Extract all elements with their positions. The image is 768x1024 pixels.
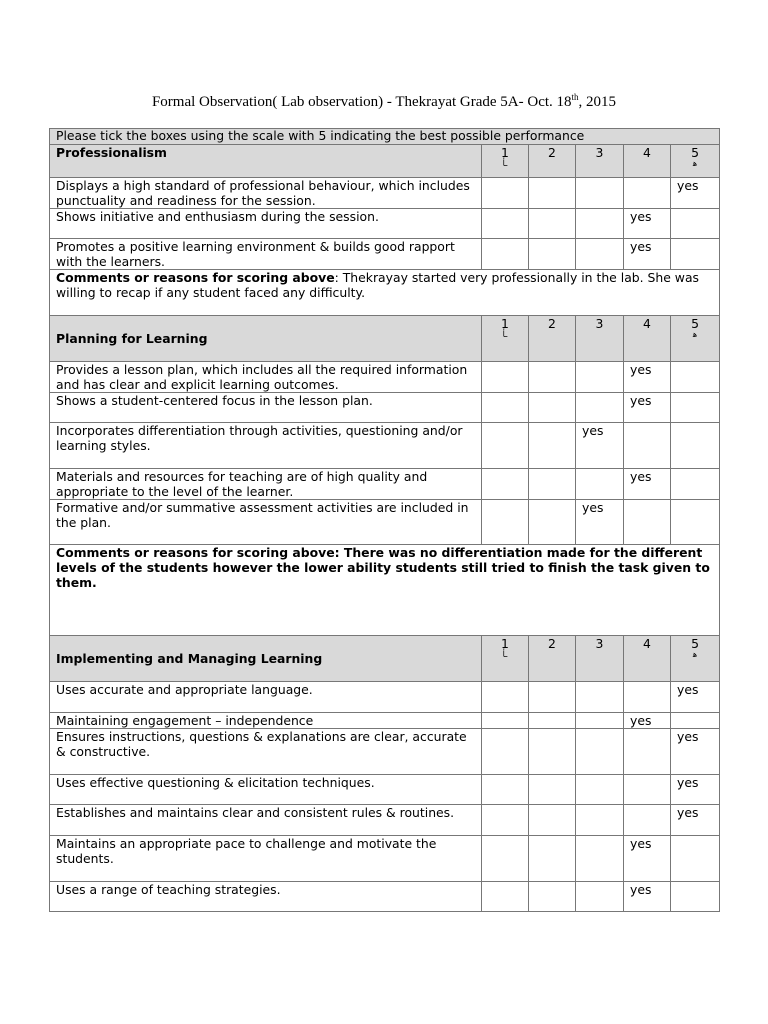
score-cell-4: [624, 729, 671, 775]
title-text: Formal Observation( Lab observation) - Thekrayat Grade 5A- Oct. 18: [151, 94, 572, 110]
score-cell-5: [671, 362, 720, 393]
scale-number: 5: [691, 636, 699, 651]
score-mark: yes: [582, 423, 604, 438]
score-cell-2: [529, 239, 576, 270]
score-mark: yes: [582, 500, 604, 515]
scale-header-3: [576, 316, 624, 362]
score-cell-1: [482, 775, 529, 805]
comment-row: [50, 270, 720, 316]
scale-number: 4: [643, 636, 651, 651]
score-mark: yes: [630, 393, 652, 408]
score-cell-1: [482, 500, 529, 545]
criterion-row: [50, 362, 720, 393]
score-mark: yes: [630, 713, 652, 728]
criterion-text: Ensures instructions, questions & explanations are clear, accurate & constructive.: [50, 729, 482, 775]
criterion-row: [50, 393, 720, 423]
score-cell-4: [624, 500, 671, 545]
scale-number: 2: [548, 316, 556, 331]
criterion-text: Maintains an appropriate pace to challenge and motivate the students.: [50, 836, 482, 882]
score-cell-2: [529, 469, 576, 500]
comment-row: [50, 545, 720, 636]
criterion-text: Uses effective questioning & elicitation techniques.: [50, 775, 482, 805]
score-mark: yes: [677, 805, 699, 820]
score-mark: yes: [630, 239, 652, 254]
scale-header-5: [671, 316, 720, 362]
criterion-text: Incorporates differentiation through activities, questioning and/or learning styles.: [50, 423, 482, 469]
scale-header-2: [529, 145, 576, 178]
criterion-text: Maintaining engagement – independence: [50, 713, 482, 729]
scale-number: 1: [501, 145, 509, 160]
score-cell-3: [576, 882, 624, 912]
score-mark: yes: [677, 775, 699, 790]
observation-table: [49, 128, 720, 912]
score-cell-4: [624, 178, 671, 209]
comment-text: : Thekrayay started very professionally in the lab. She was willing to recap if any student faced any difficulty.: [56, 270, 699, 300]
scale-header-1: [482, 636, 529, 682]
score-cell-1: [482, 836, 529, 882]
scale-number: 4: [643, 316, 651, 331]
score-cell-4: [624, 239, 671, 270]
criterion-row: [50, 500, 720, 545]
score-cell-1: [482, 682, 529, 713]
score-cell-3: [576, 239, 624, 270]
score-cell-2: [529, 209, 576, 239]
score-cell-5: [671, 729, 720, 775]
score-cell-3: [576, 836, 624, 882]
score-cell-1: [482, 209, 529, 239]
criterion-text: Establishes and maintains clear and consistent rules & routines.: [50, 805, 482, 836]
score-cell-4: [624, 775, 671, 805]
scale-header-4: [624, 316, 671, 362]
score-cell-4: [624, 393, 671, 423]
criterion-text: Uses accurate and appropriate language.: [50, 682, 482, 713]
scale-number: 3: [595, 316, 604, 331]
scale-number: 5: [691, 145, 699, 160]
score-cell-5: [671, 882, 720, 912]
scale-glyph: ـأ: [502, 159, 508, 168]
scale-header-3: [576, 145, 624, 178]
criterion-text: Displays a high standard of professional behaviour, which includes punctuality and readiness for the session.: [50, 178, 482, 209]
section-header-implementing: [50, 636, 720, 682]
score-cell-5: [671, 682, 720, 713]
score-cell-4: [624, 423, 671, 469]
scale-number: 3: [595, 145, 604, 160]
score-cell-2: [529, 805, 576, 836]
score-mark: yes: [630, 362, 652, 377]
score-cell-5: [671, 469, 720, 500]
score-cell-3: [576, 209, 624, 239]
criterion-row: [50, 775, 720, 805]
score-cell-4: [624, 682, 671, 713]
score-cell-3: [576, 682, 624, 713]
score-cell-2: [529, 423, 576, 469]
score-cell-3: [576, 469, 624, 500]
criterion-text: Uses a range of teaching strategies.: [50, 882, 482, 912]
criterion-row: [50, 805, 720, 836]
score-cell-4: [624, 882, 671, 912]
score-mark: yes: [630, 882, 652, 897]
criterion-row: [50, 836, 720, 882]
section-header-planning: [50, 316, 720, 362]
scale-number: 1: [501, 636, 509, 651]
scale-header-4: [624, 636, 671, 682]
score-cell-5: [671, 713, 720, 729]
criterion-row: [50, 469, 720, 500]
score-cell-1: [482, 362, 529, 393]
score-cell-2: [529, 362, 576, 393]
scale-glyph: ـأ: [502, 330, 508, 339]
score-cell-4: [624, 713, 671, 729]
section-heading: Implementing and Managing Learning: [50, 636, 482, 682]
criterion-row: [50, 682, 720, 713]
scale-header-5: [671, 145, 720, 178]
score-cell-1: [482, 729, 529, 775]
scale-header-5: [671, 636, 720, 682]
score-mark: yes: [677, 729, 699, 744]
comment-cell: [50, 270, 720, 316]
score-cell-3: [576, 393, 624, 423]
score-cell-5: [671, 805, 720, 836]
score-cell-4: [624, 362, 671, 393]
score-cell-5: [671, 775, 720, 805]
scale-number: 5: [691, 316, 699, 331]
scale-number: 2: [548, 145, 556, 160]
title-superscript: th: [571, 92, 579, 102]
score-cell-3: [576, 423, 624, 469]
score-cell-5: [671, 209, 720, 239]
comment-label: Comments or reasons for scoring above: [56, 270, 335, 285]
section-heading: Professionalism: [50, 145, 482, 178]
score-cell-1: [482, 713, 529, 729]
score-cell-2: [529, 882, 576, 912]
score-cell-3: [576, 729, 624, 775]
score-cell-2: [529, 178, 576, 209]
score-cell-4: [624, 469, 671, 500]
scale-header-1: [482, 145, 529, 178]
score-cell-2: [529, 836, 576, 882]
scale-number: 4: [643, 145, 651, 160]
score-cell-2: [529, 775, 576, 805]
score-cell-4: [624, 209, 671, 239]
score-cell-3: [576, 500, 624, 545]
section-header-professionalism: [50, 145, 720, 178]
score-cell-1: [482, 882, 529, 912]
criterion-row: [50, 209, 720, 239]
score-mark: yes: [677, 178, 699, 193]
criterion-text: Materials and resources for teaching are of high quality and appropriate to the level of the learner.: [50, 469, 482, 500]
score-cell-2: [529, 682, 576, 713]
score-cell-5: [671, 239, 720, 270]
score-mark: yes: [630, 836, 652, 851]
title-tail: , 2015: [578, 94, 617, 110]
score-cell-2: [529, 500, 576, 545]
section-heading: Planning for Learning: [50, 316, 482, 362]
score-cell-3: [576, 805, 624, 836]
score-cell-5: [671, 393, 720, 423]
instruction-row: [50, 129, 720, 145]
page-title: [0, 92, 768, 111]
criterion-row: [50, 882, 720, 912]
criterion-row: [50, 713, 720, 729]
scale-number: 2: [548, 636, 556, 651]
criterion-text: Formative and/or summative assessment activities are included in the plan.: [50, 500, 482, 545]
score-cell-3: [576, 362, 624, 393]
score-cell-1: [482, 469, 529, 500]
score-cell-5: [671, 500, 720, 545]
score-cell-1: [482, 393, 529, 423]
scale-header-2: [529, 636, 576, 682]
scale-glyph: ـأ: [502, 650, 508, 659]
score-cell-4: [624, 836, 671, 882]
scale-glyph: ﻫ: [692, 650, 698, 659]
score-cell-5: [671, 423, 720, 469]
score-cell-2: [529, 729, 576, 775]
criterion-text: Promotes a positive learning environment & builds good rapport with the learners.: [50, 239, 482, 270]
score-mark: yes: [677, 682, 699, 697]
scale-header-1: [482, 316, 529, 362]
scale-glyph: ﻫ: [692, 159, 698, 168]
scale-number: 1: [501, 316, 509, 331]
criterion-text: Shows initiative and enthusiasm during the session.: [50, 209, 482, 239]
scale-header-4: [624, 145, 671, 178]
comment-cell: Comments or reasons for scoring above: There was no differentiation made for the different levels of the students however the lower ability students still tried to finish the task given to them.: [50, 545, 720, 636]
score-cell-3: [576, 713, 624, 729]
score-cell-2: [529, 393, 576, 423]
score-cell-5: [671, 836, 720, 882]
score-cell-1: [482, 423, 529, 469]
criterion-row: [50, 239, 720, 270]
criterion-text: Provides a lesson plan, which includes all the required information and has clear and explicit learning outcomes.: [50, 362, 482, 393]
score-cell-5: [671, 178, 720, 209]
score-cell-3: [576, 775, 624, 805]
score-cell-4: [624, 805, 671, 836]
score-cell-1: [482, 178, 529, 209]
scale-header-2: [529, 316, 576, 362]
scale-number: 3: [595, 636, 604, 651]
score-mark: yes: [630, 209, 652, 224]
scale-glyph: ﻫ: [692, 330, 698, 339]
criterion-row: [50, 178, 720, 209]
scale-header-3: [576, 636, 624, 682]
instruction-text: Please tick the boxes using the scale with 5 indicating the best possible performance: [50, 129, 720, 145]
criterion-text: Shows a student-centered focus in the lesson plan.: [50, 393, 482, 423]
score-mark: yes: [630, 469, 652, 484]
score-cell-1: [482, 805, 529, 836]
score-cell-1: [482, 239, 529, 270]
score-cell-3: [576, 178, 624, 209]
score-cell-2: [529, 713, 576, 729]
criterion-row: [50, 729, 720, 775]
criterion-row: [50, 423, 720, 469]
